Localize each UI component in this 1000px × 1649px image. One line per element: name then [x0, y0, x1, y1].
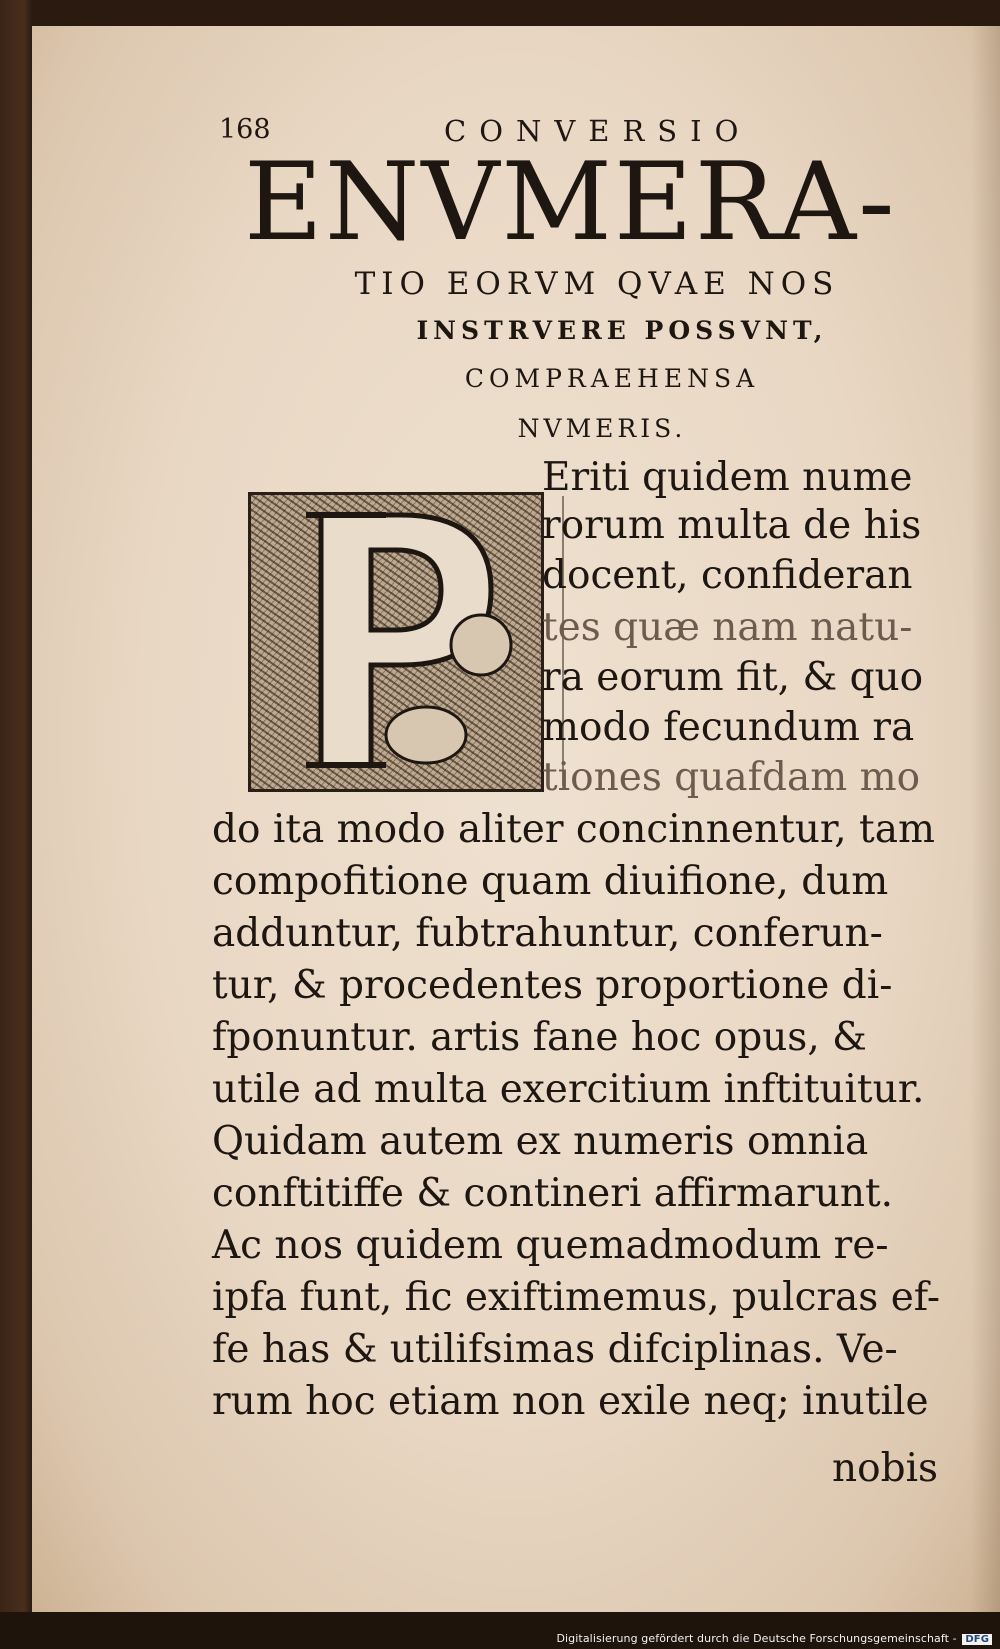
text-line: conftitiffe & contineri affirmarunt. — [212, 1171, 894, 1216]
dfg-logo: DFG — [962, 1634, 992, 1645]
text-line: tes quæ nam natu- — [542, 605, 913, 650]
text-line: Quidam autem ex numeris omnia — [212, 1119, 869, 1164]
text-line: ipfa funt, fic exiftimemus, pulcras ef- — [212, 1275, 941, 1320]
chapter-title-line-3: COMPRAEHENSA — [464, 364, 760, 393]
text-line: utile ad multa exercitium inftituitur. — [212, 1067, 925, 1112]
book-page — [32, 26, 1000, 1616]
chapter-title-large: ENVMERA- — [244, 140, 897, 265]
text-line: tiones quafdam mo — [542, 755, 921, 800]
text-line: rum hoc etiam non exile neq; inutile — [212, 1379, 929, 1424]
text-line: do ita modo aliter concinnentur, tam — [212, 807, 935, 852]
text-line: ra eorum fit, & quo — [542, 655, 924, 700]
page-number: 168 — [219, 114, 271, 145]
credit-text: Digitalisierung gefördert durch die Deutsche Forschungsgemeinschaft - — [556, 1632, 957, 1645]
text-line: tur, & procedentes proportione di- — [212, 963, 893, 1008]
text-line: Ac nos quidem quemadmodum re- — [212, 1223, 889, 1268]
chapter-title-line-4: NVMERIS. — [517, 414, 687, 443]
text-line: adduntur, fubtrahuntur, conferun- — [212, 911, 883, 956]
text-line: fe has & utilifsimas difciplinas. Ve- — [212, 1327, 898, 1372]
running-head: CONVERSIO — [444, 114, 752, 148]
text-line: rorum multa de his — [542, 503, 922, 548]
chapter-title-line-2: INSTRVERE POSSVNT, — [416, 316, 828, 345]
text-line: Eriti quidem nume — [542, 455, 913, 500]
text-line: fponuntur. artis fane hoc opus, & — [212, 1015, 867, 1060]
text-line: modo fecundum ra — [542, 705, 915, 750]
text-line: docent, confideran — [542, 553, 913, 598]
woodcut-initial — [248, 492, 544, 792]
digitization-credit — [556, 1632, 992, 1645]
catchword: nobis — [832, 1446, 939, 1491]
chapter-title-line-1: TIO EORVM QVAE NOS — [354, 266, 840, 302]
woodcut-initial-letter — [251, 495, 541, 789]
text-line: compofitione quam diuifione, dum — [212, 859, 889, 904]
